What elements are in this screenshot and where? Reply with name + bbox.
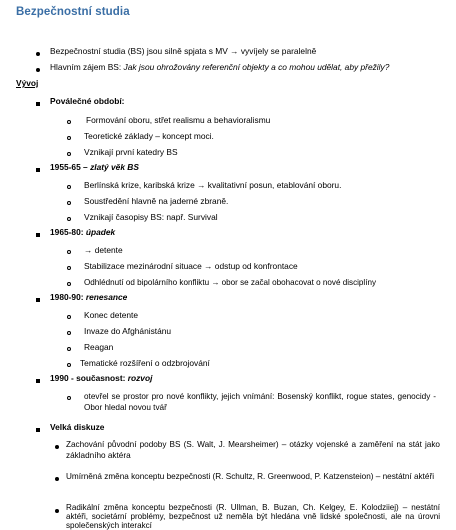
list-item: → detente <box>84 245 123 255</box>
bullet-icon <box>36 233 40 237</box>
bullet-icon <box>36 298 40 302</box>
sub-bullet-icon <box>67 217 71 221</box>
list-item: Vznikají první katedry BS <box>84 147 178 157</box>
bullet-icon <box>36 428 40 432</box>
list-item: Zachování původní podoby BS (S. Walt, J. Mearsheimer) – otázky vojenské a zaměření na stát jako základního aktéra <box>66 440 440 460</box>
sub-bullet-icon <box>67 331 71 335</box>
bullet-icon <box>36 379 40 383</box>
list-item: Tematické rozšíření o odzbrojování <box>80 358 210 368</box>
sub-bullet-icon <box>67 185 71 189</box>
period-heading: Velká diskuze <box>50 422 105 432</box>
period-heading <box>50 227 115 238</box>
bullet-icon <box>55 477 59 481</box>
intro-item-2-label: Hlavním zájem BS: <box>50 62 124 72</box>
sub-bullet-icon <box>67 136 71 140</box>
list-item: Vznikají časopisy BS: např. Survival <box>84 212 218 222</box>
period-heading <box>50 96 124 107</box>
list-item: Formování oboru, střet realismu a behavioralismu <box>86 115 271 125</box>
sub-bullet-icon <box>67 347 71 351</box>
page-title: Bezpečnostní studia <box>16 6 130 18</box>
period-label: 1990 - současnost: <box>50 373 128 383</box>
period-label: 1955-65 – <box>50 162 91 172</box>
sub-bullet-icon <box>67 120 71 124</box>
section-heading: Vývoj <box>16 78 39 88</box>
period-heading <box>50 292 127 303</box>
period-label-italic: úpadek <box>85 227 116 237</box>
list-item: Teoretické základy – koncept moci. <box>84 131 214 141</box>
list-item: Odhlédnutí od bipolárního konfliktu → obor se začal obohacovat o nové disciplíny <box>84 278 377 287</box>
list-item: Reagan <box>84 342 114 352</box>
bullet-icon <box>36 52 40 56</box>
bullet-icon <box>36 68 40 72</box>
list-item: Umírněná změna konceptu bezpečnosti (R. Schultz, R. Greenwood, P. Katzensteion) – nestátní aktéři <box>66 472 435 481</box>
sub-bullet-icon <box>67 266 71 270</box>
period-heading <box>50 162 139 173</box>
list-item: Berlínská krize, karibská krize → kvalitativní posun, etablování oboru. <box>84 180 342 190</box>
bullet-icon <box>36 102 40 106</box>
period-label: 1965-80: <box>50 227 86 237</box>
sub-bullet-icon <box>67 315 71 319</box>
period-suffix: : <box>121 96 125 106</box>
bullet-icon <box>55 509 59 513</box>
intro-item-2 <box>50 62 389 73</box>
sub-bullet-icon <box>67 250 71 254</box>
list-item: Stabilizace mezinárodní situace → odstup od konfrontace <box>84 261 298 271</box>
intro-item-1: Bezpečnostní studia (BS) jsou silně spjata s MV → vyvíjely se paralelně <box>50 46 317 56</box>
period-label-italic: renesance <box>85 292 128 302</box>
sub-bullet-icon <box>67 396 71 400</box>
sub-bullet-icon <box>67 201 71 205</box>
period-heading <box>50 373 152 384</box>
list-item: otevřel se prostor pro nové konflikty, jejich vnímání: Bosenský konflikt, rogue states, genocidy - Obor hledal novou tvář <box>84 392 436 412</box>
sub-bullet-icon <box>67 363 71 367</box>
period-label: Poválečné období <box>50 96 122 106</box>
period-label-italic: zlatý věk BS <box>90 162 139 172</box>
list-item: Radikální změna konceptu bezpečnosti (R. Ullman, B. Buzan, Ch. Kelgey, E. Kolodziiej) – nestátní aktéři, societární problémy, bezpečnost už neměla být hledána vně lidské společnosti, ale na úrovni společenských interakcí <box>66 503 440 530</box>
bullet-icon <box>36 168 40 172</box>
intro-item-2-question: Jak jsou ohrožovány referenční objekty a co mohou udělat, aby přežily? <box>123 62 390 72</box>
list-item: Soustředění hlavně na jaderné zbraně. <box>84 196 229 206</box>
period-label-italic: rozvoj <box>127 373 153 383</box>
list-item: Konec detente <box>84 310 139 320</box>
period-label: 1980-90: <box>50 292 86 302</box>
sub-bullet-icon <box>67 282 71 286</box>
sub-bullet-icon <box>67 152 71 156</box>
bullet-icon <box>55 445 59 449</box>
list-item: Invaze do Afghánistánu <box>84 326 172 336</box>
